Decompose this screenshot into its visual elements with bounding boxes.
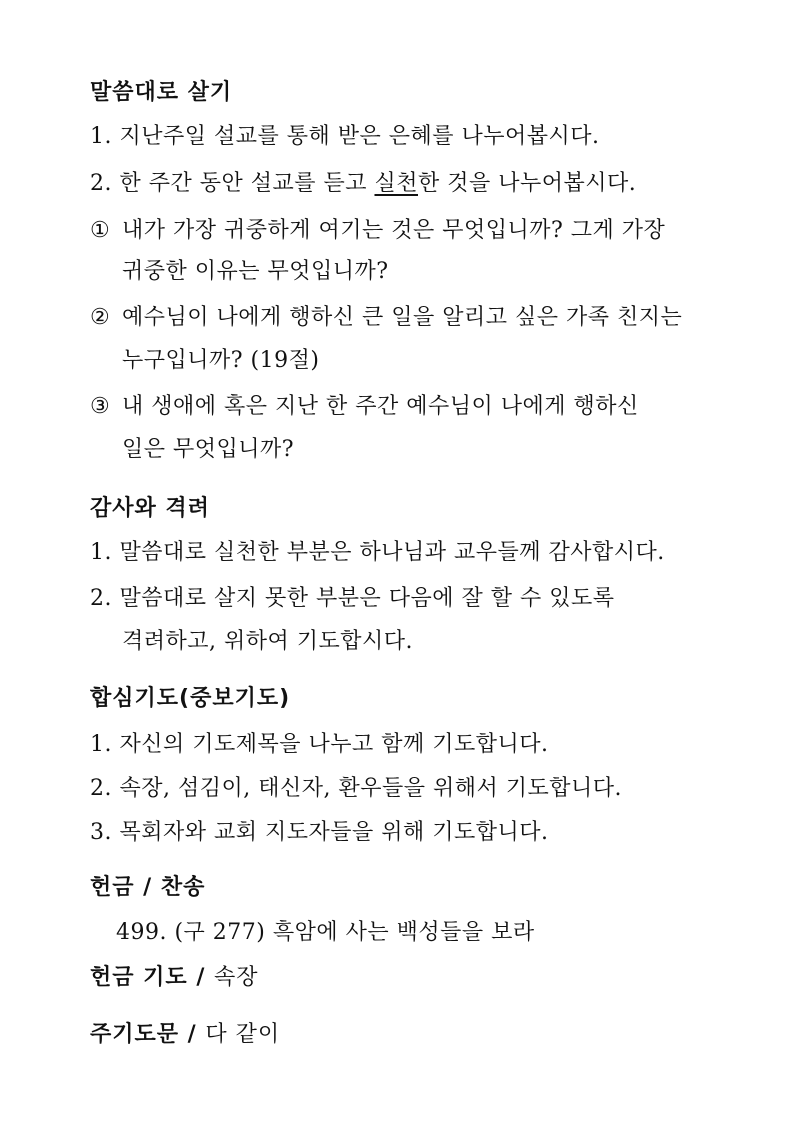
subquestion-text: 예수님이 나에게 행하신 큰 일을 알리고 싶은 가족 친지는 — [122, 305, 683, 330]
section-offering-prayer — [90, 960, 259, 991]
section-title-prayer: 합심기도(중보기도) — [90, 686, 291, 711]
living-question-2-end: 한 것을 나누어봅시다. — [418, 171, 637, 196]
lords-prayer-title: 주기도문 / — [90, 1022, 206, 1047]
section-title-offering: 헌금 / 찬송 — [90, 875, 206, 900]
living-question-2 — [90, 166, 636, 197]
section-title-thanks: 감사와 격려 — [90, 496, 210, 521]
living-subquestion-3-cont: 일은 무엇입니까? — [122, 437, 295, 462]
prayer-item-1: 1. 자신의 기도제목을 나누고 함께 기도합니다. — [90, 732, 549, 757]
offering-prayer-title: 헌금 기도 / — [90, 965, 215, 990]
living-subquestion-2-cont: 누구입니까? (19절) — [122, 348, 320, 373]
hymn-line: 499. (구 277) 흑암에 사는 백성들을 보라 — [116, 920, 535, 945]
section-lords-prayer — [90, 1017, 280, 1048]
subquestion-text: 내 생애에 혹은 지난 한 주간 예수님이 나에게 행하신 — [122, 394, 639, 419]
living-question-2-underlined: 실천 — [374, 171, 418, 196]
subquestion-number: ① — [90, 218, 111, 243]
subquestion-text: 내가 가장 귀중하게 여기는 것은 무엇입니까? 그게 가장 — [122, 218, 666, 243]
living-subquestion-2 — [90, 300, 682, 331]
living-question-2-start: 2. 한 주간 동안 설교를 듣고 — [90, 171, 375, 196]
offering-prayer-leader: 속장 — [214, 965, 259, 990]
living-subquestion-3 — [90, 389, 639, 420]
prayer-item-2: 2. 속장, 섬김이, 태신자, 환우들을 위해서 기도합니다. — [90, 776, 622, 801]
prayer-item-3: 3. 목회자와 교회 지도자들을 위해 기도합니다. — [90, 820, 549, 845]
lords-prayer-who: 다 같이 — [205, 1022, 281, 1047]
living-question-1: 1. 지난주일 설교를 통해 받은 은혜를 나누어봅시다. — [90, 124, 600, 149]
thanks-question-1: 1. 말씀대로 실천한 부분은 하나님과 교우들께 감사합시다. — [90, 540, 665, 565]
section-title-living: 말씀대로 살기 — [90, 80, 233, 105]
subquestion-number: ② — [90, 305, 111, 330]
living-subquestion-1-cont: 귀중한 이유는 무엇입니까? — [122, 259, 389, 284]
thanks-question-2-cont: 격려하고, 위하여 기도합시다. — [122, 629, 413, 654]
living-subquestion-1 — [90, 213, 665, 244]
thanks-question-2: 2. 말씀대로 살지 못한 부분은 다음에 잘 할 수 있도록 — [90, 586, 615, 611]
subquestion-number: ③ — [90, 394, 111, 419]
